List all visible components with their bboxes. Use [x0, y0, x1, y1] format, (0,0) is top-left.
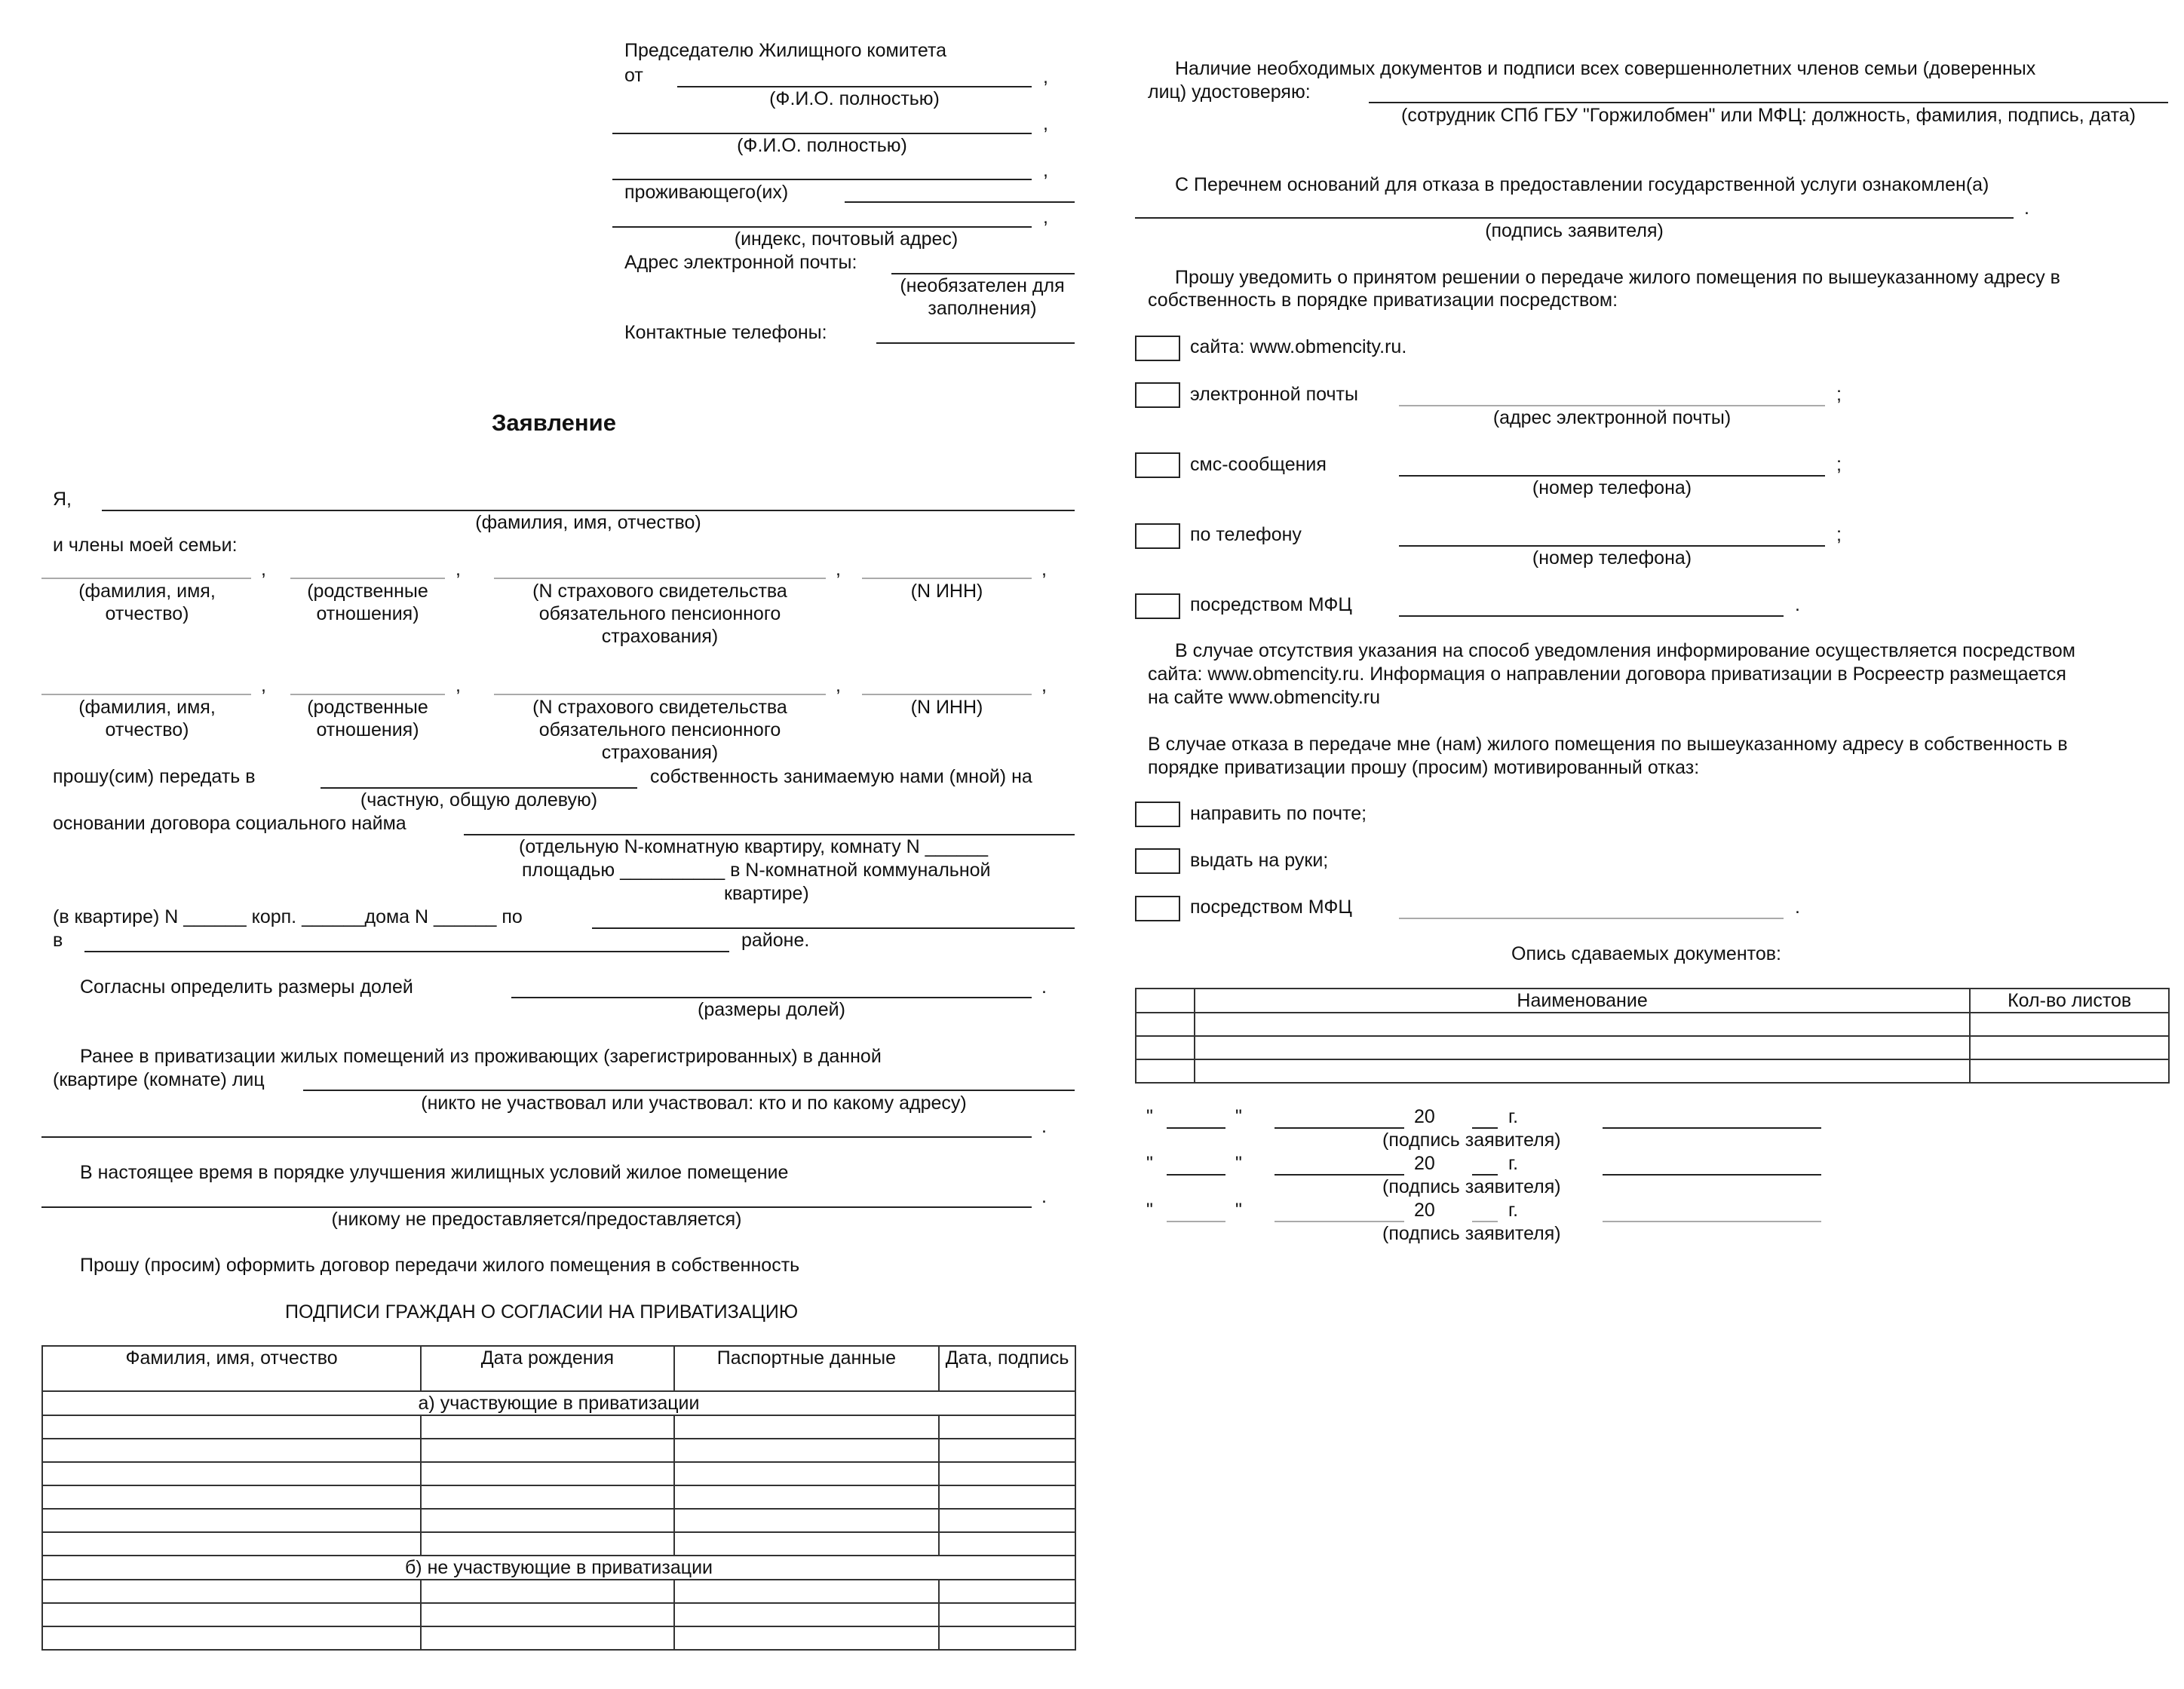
by-phone-label: по телефону — [1190, 524, 1302, 545]
inventory-name-header: Наименование — [1195, 989, 1970, 1013]
family-inn-line[interactable] — [862, 694, 1032, 695]
table-row — [42, 1415, 1075, 1439]
refusal-sig-hint: (подпись заявителя) — [1485, 220, 1664, 241]
i-label: Я, — [53, 489, 72, 510]
refusal-text-2: порядке приватизации прошу (просим) мотивированный отказ: — [1148, 757, 1700, 778]
phone-checkbox[interactable] — [1135, 523, 1180, 549]
family-label: и члены моей семьи: — [53, 535, 238, 556]
table-row — [42, 1462, 1075, 1485]
previous-line[interactable] — [303, 1090, 1075, 1091]
district-line[interactable] — [84, 951, 729, 952]
docs-check-2: лиц) удостоверяю: — [1148, 81, 1311, 103]
refusal-text-1: В случае отказа в передаче мне (нам) жилого помещения по вышеуказанному адресу в собственность в — [1148, 734, 2068, 755]
address-text: (в квартире) N ______ корп. ______дома N ______ по — [53, 906, 523, 927]
family-inn-hint: (N ИНН) — [910, 581, 983, 602]
family-inn-hint: (N ИНН) — [910, 697, 983, 718]
site-label: сайта: www.obmencity.ru. — [1190, 336, 1407, 357]
residing-line[interactable] — [612, 179, 1032, 180]
family-rel-hint: (родственные отношения) — [307, 697, 428, 740]
family-snils-line[interactable] — [494, 694, 826, 695]
header-date-sign: Дата, подпись — [939, 1346, 1075, 1391]
email-checkbox[interactable] — [1135, 382, 1180, 408]
staff-hint: (сотрудник СПб ГБУ "Горжилобмен" или МФЦ: должность, фамилия, подпись, дата) — [1401, 105, 2136, 126]
improvement-text: В настоящее время в порядке улучшения жилищных условий жилое помещение — [80, 1162, 789, 1183]
table-row — [42, 1509, 1075, 1532]
residing-label: проживающего(их) — [624, 182, 789, 203]
contract-request: Прошу (просим) оформить договор передачи жилого помещения в собственность — [80, 1255, 800, 1276]
from-label: от — [624, 65, 643, 86]
phones-label: Контактные телефоны: — [624, 322, 827, 343]
district-label: районе. — [741, 930, 810, 951]
basis-text: основании договора социального найма — [53, 813, 406, 834]
table-row — [42, 1439, 1075, 1462]
table-row — [1136, 1036, 2169, 1059]
previous-text-2: (квартире (комнате) лиц — [53, 1069, 265, 1090]
phones-line[interactable] — [876, 342, 1075, 344]
improvement-hint: (никому не предоставляется/предоставляется) — [331, 1209, 742, 1230]
family-snils-hint: (N страхового свидетельства обязательного пенсионного страхования) — [532, 697, 787, 763]
header-fio: Фамилия, имя, отчество — [42, 1346, 421, 1391]
postal-hint: (индекс, почтовый адрес) — [734, 228, 959, 250]
ownership-text: собственность занимаемую нами (мной) на — [650, 766, 1032, 787]
by-phone-hint: (номер телефона) — [1532, 547, 1692, 569]
family-snils-line[interactable] — [494, 578, 826, 579]
site-checkbox[interactable] — [1135, 336, 1180, 361]
apt-hint-2: площадью __________ в N-комнатной коммунальной — [522, 860, 991, 881]
table-row — [42, 1580, 1075, 1603]
apt-hint-3: квартире) — [724, 883, 809, 904]
signature-line[interactable] — [1603, 1174, 1821, 1176]
table-row — [42, 1532, 1075, 1556]
mfc-notify-checkbox[interactable] — [1135, 593, 1180, 619]
absent-text-2: сайта: www.obmencity.ru. Информация о направлении договора приватизации в Росреестр размещается — [1148, 664, 2066, 685]
residing-line-2[interactable] — [845, 201, 1075, 203]
shares-text: Согласны определить размеры долей — [80, 976, 413, 998]
page-title: Заявление — [492, 409, 616, 436]
table-row — [42, 1485, 1075, 1509]
header-passport: Паспортные данные — [674, 1346, 940, 1391]
previous-hint: (никто не участвовал или участвовал: кто и по какому адресу) — [421, 1093, 967, 1114]
sms-label: смс-сообщения — [1190, 454, 1327, 475]
shares-hint: (размеры долей) — [698, 999, 845, 1020]
family-fio-hint: (фамилия, имя, отчество) — [78, 581, 216, 624]
email-notify-label: электронной почты — [1190, 384, 1358, 405]
family-fio-line[interactable] — [41, 578, 251, 579]
absent-text-3: на сайте www.obmencity.ru — [1148, 687, 1381, 708]
mfc-refusal-checkbox[interactable] — [1135, 896, 1180, 921]
by-hand-label: выдать на руки; — [1190, 850, 1329, 871]
mfc-notify-label: посредством МФЦ — [1190, 594, 1352, 615]
notify-text: Прошу уведомить о принятом решении о передаче жилого помещения по вышеуказанному адресу в — [1175, 267, 2060, 288]
inventory-title: Опись сдаваемых документов: — [1511, 943, 1781, 964]
email-label: Адрес электронной почты: — [624, 252, 857, 273]
fio-hint: (Ф.И.О. полностью) — [769, 88, 940, 109]
by-mail-label: направить по почте; — [1190, 803, 1367, 824]
family-snils-hint: (N страхового свидетельства обязательного пенсионного страхования) — [532, 581, 787, 647]
family-rel-line[interactable] — [290, 578, 445, 579]
header-birth: Дата рождения — [421, 1346, 674, 1391]
applicant-fio-hint: (фамилия, имя, отчество) — [475, 512, 701, 533]
absent-text-1: В случае отсутствия указания на способ уведомления информирование осуществляется посредством — [1175, 640, 2075, 661]
sms-phone-hint: (номер телефона) — [1532, 477, 1692, 498]
sms-checkbox[interactable] — [1135, 452, 1180, 478]
inventory-table — [1135, 988, 2170, 1084]
docs-check: Наличие необходимых документов и подписи всех совершеннолетних членов семьи (доверенных — [1175, 58, 2036, 79]
family-rel-line[interactable] — [290, 694, 445, 695]
street-line[interactable] — [592, 927, 1075, 929]
signatures-table — [41, 1345, 1076, 1651]
signature-line[interactable] — [1603, 1127, 1821, 1129]
inventory-count-header: Кол-во листов — [1970, 989, 2169, 1013]
previous-text: Ранее в приватизации жилых помещений из проживающих (зарегистрированных) в данной — [80, 1046, 882, 1067]
section-b: б) не участвующие в приватизации — [42, 1556, 1075, 1580]
table-row — [42, 1603, 1075, 1626]
family-fio-line[interactable] — [41, 694, 251, 695]
day-line[interactable] — [1167, 1174, 1225, 1176]
mfc-refusal-label: посредством МФЦ — [1190, 897, 1352, 918]
staff-line[interactable] — [1369, 102, 2168, 103]
table-row — [1136, 1059, 2169, 1083]
family-rel-hint: (родственные отношения) — [307, 581, 428, 624]
table-row — [42, 1626, 1075, 1650]
addressee: Председателю Жилищного комитета — [624, 40, 947, 61]
ask-transfer: прошу(сим) передать в — [53, 766, 256, 787]
section-a: а) участвующие в приватизации — [42, 1391, 1075, 1415]
optional-hint: (необязателен для заполнения) — [900, 275, 1065, 319]
refusal-sig-line[interactable] — [1135, 217, 2014, 219]
previous-line-2[interactable] — [41, 1136, 1032, 1138]
day-line[interactable] — [1167, 1127, 1225, 1129]
email-notify-hint: (адрес электронной почты) — [1492, 407, 1732, 428]
mfc-refusal-line[interactable] — [1399, 918, 1784, 919]
family-inn-line[interactable] — [862, 578, 1032, 579]
signature-line[interactable] — [1603, 1221, 1821, 1222]
fio-hint-2: (Ф.И.О. полностью) — [737, 135, 907, 156]
notify-text-2: собственность в порядке приватизации посредством: — [1148, 290, 1618, 311]
table-row — [1136, 1013, 2169, 1036]
by-hand-checkbox[interactable] — [1135, 848, 1180, 874]
mfc-notify-line[interactable] — [1399, 615, 1784, 617]
day-line[interactable] — [1167, 1221, 1225, 1222]
apt-hint-1: (отдельную N-комнатную квартиру, комнату N ______ — [519, 836, 989, 857]
refusal-list-text: С Перечнем оснований для отказа в предоставлении государственной услуги ознакомлен(а) — [1175, 174, 1989, 195]
family-fio-hint: (фамилия, имя, отчество) — [78, 697, 216, 740]
by-mail-checkbox[interactable] — [1135, 802, 1180, 827]
in-label: в — [53, 930, 63, 951]
signatures-title: ПОДПИСИ ГРАЖДАН О СОГЛАСИИ НА ПРИВАТИЗАЦИЮ — [285, 1301, 799, 1323]
ownership-hint: (частную, общую долевую) — [360, 789, 598, 811]
